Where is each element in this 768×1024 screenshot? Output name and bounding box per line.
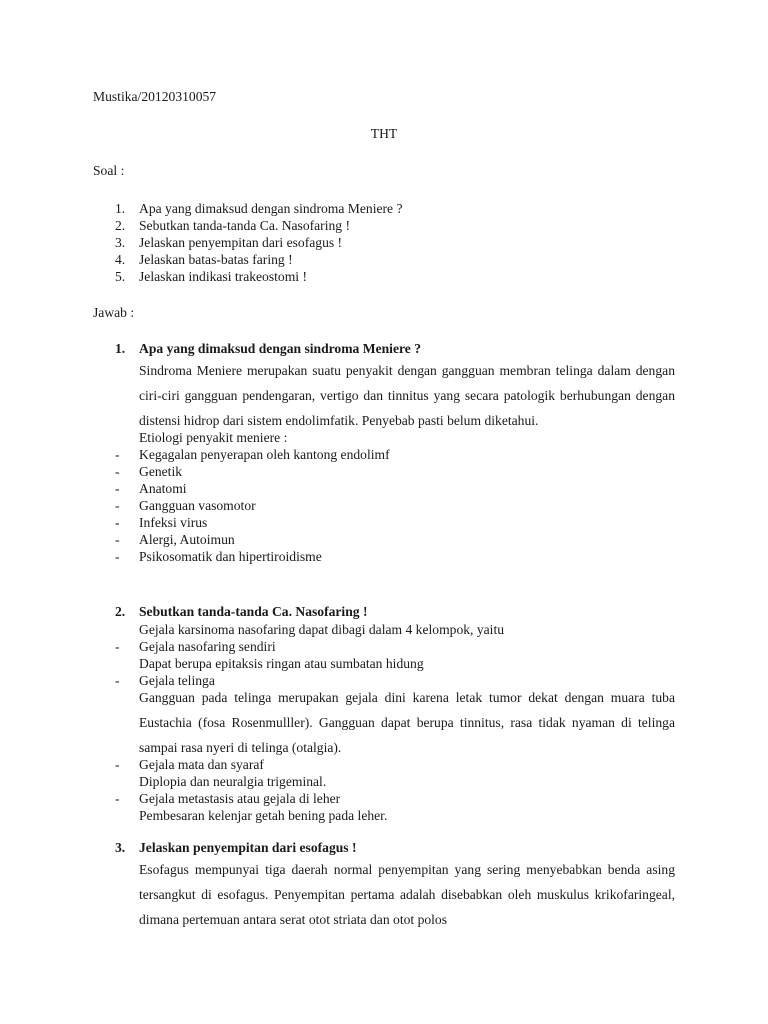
- item-text: Infeksi virus: [139, 515, 208, 530]
- bullet-dash: -: [115, 515, 120, 530]
- bullet-dash: -: [115, 639, 120, 654]
- question-text: Apa yang dimaksud dengan sindroma Meniere ?: [139, 201, 403, 216]
- question-text: Jelaskan penyempitan dari esofagus !: [139, 235, 343, 250]
- list-item: [115, 480, 675, 497]
- page-title: THT: [370, 126, 398, 141]
- etiologi-list: [115, 446, 675, 565]
- bullet-dash: -: [115, 481, 120, 496]
- bullet-dash: -: [115, 549, 120, 564]
- item-description: Diplopia dan neuralgia trigeminal.: [139, 774, 327, 789]
- item-number: 4.: [115, 252, 126, 267]
- bullet-dash: -: [115, 498, 120, 513]
- answer-paragraph: Esofagus mempunyai tiga daerah normal penyempitan yang sering menyebabkan benda asing tersangkut di esofagus. Penyempitan pertama adalah disebabkan oleh muskulus krikofaringeal, dimana pertemuan antara serat otot striata dan otot polos: [139, 862, 675, 927]
- item-description: Dapat berupa epitaksis ringan atau sumbatan hidung: [139, 656, 424, 671]
- list-item: [115, 548, 675, 565]
- list-item: [115, 514, 675, 531]
- heading-text: Sebutkan tanda-tanda Ca. Nasofaring !: [139, 604, 368, 619]
- item-text: Genetik: [139, 464, 183, 479]
- item-text: Psikosomatik dan hipertiroidisme: [139, 549, 322, 564]
- list-item: [115, 234, 675, 251]
- item-number: 3.: [115, 235, 126, 250]
- item-text: Gejala mata dan syaraf: [139, 757, 264, 772]
- item-description: Gangguan pada telinga merupakan gejala dini karena letak tumor dekat dengan muara tuba Eustachia (fosa Rosenmulller). Gangguan dapat berupa tinnitus, rasa tidak nyaman di telinga sampai rasa nyeri di telinga (otalgia).: [139, 690, 675, 755]
- list-item: [115, 251, 675, 268]
- answer-body: [139, 358, 675, 446]
- question-text: Sebutkan tanda-tanda Ca. Nasofaring !: [139, 218, 351, 233]
- answer-heading: [115, 603, 675, 621]
- answer-body: [139, 857, 675, 932]
- list-item: [115, 268, 675, 285]
- list-item: [115, 463, 675, 480]
- answer-intro: Gejala karsinoma nasofaring dapat dibagi dalam 4 kelompok, yaitu: [139, 622, 505, 637]
- heading-text: Apa yang dimaksud dengan sindroma Meniere ?: [139, 341, 421, 356]
- etiologi-label: Etiologi penyakit meniere :: [139, 430, 288, 445]
- list-item: [115, 790, 675, 807]
- answer-heading: [115, 340, 675, 358]
- item-text: Gejala telinga: [139, 673, 215, 688]
- answer-section-3: [115, 839, 675, 932]
- item-description: Pembesaran kelenjar getah bening pada leher.: [139, 808, 388, 823]
- gejala-list: [115, 638, 675, 824]
- author-line: Mustika/20120310057: [93, 89, 217, 104]
- answer-heading: [115, 839, 675, 857]
- list-item: [115, 200, 675, 217]
- heading-number: 3.: [115, 840, 126, 855]
- question-list: [115, 200, 675, 285]
- answer-section-2: [115, 603, 675, 824]
- soal-label: Soal :: [93, 163, 125, 178]
- item-number: 1.: [115, 201, 126, 216]
- bullet-dash: -: [115, 757, 120, 772]
- list-item: [115, 497, 675, 514]
- item-text: Anatomi: [139, 481, 187, 496]
- question-text: Jelaskan indikasi trakeostomi !: [139, 269, 307, 284]
- question-text: Jelaskan batas-batas faring !: [139, 252, 293, 267]
- item-text: Alergi, Autoimun: [139, 532, 235, 547]
- item-number: 2.: [115, 218, 126, 233]
- list-item: [115, 217, 675, 234]
- list-item: [115, 756, 675, 773]
- answer-paragraph: Sindroma Meniere merupakan suatu penyakit dengan gangguan membran telinga dalam dengan ciri-ciri gangguan pendengaran, vertigo dan tinnitus yang secara patologik berhubungan dengan distensi hidrop dari sistem endolimfatik. Penyebab pasti belum diketahui.: [139, 363, 675, 428]
- bullet-dash: -: [115, 532, 120, 547]
- item-text: Gejala metastasis atau gejala di leher: [139, 791, 341, 806]
- bullet-dash: -: [115, 464, 120, 479]
- answer-section-1: [115, 340, 675, 565]
- list-item: [115, 531, 675, 548]
- heading-text: Jelaskan penyempitan dari esofagus !: [139, 840, 357, 855]
- item-number: 5.: [115, 269, 126, 284]
- bullet-dash: -: [115, 673, 120, 688]
- bullet-dash: -: [115, 791, 120, 806]
- item-text: Gangguan vasomotor: [139, 498, 256, 513]
- heading-number: 2.: [115, 604, 126, 619]
- item-text: Kegagalan penyerapan oleh kantong endolimf: [139, 447, 390, 462]
- heading-number: 1.: [115, 341, 126, 356]
- bullet-dash: -: [115, 447, 120, 462]
- list-item: [115, 638, 675, 655]
- item-text: Gejala nasofaring sendiri: [139, 639, 276, 654]
- jawab-label: Jawab :: [93, 305, 135, 320]
- list-item: [115, 446, 675, 463]
